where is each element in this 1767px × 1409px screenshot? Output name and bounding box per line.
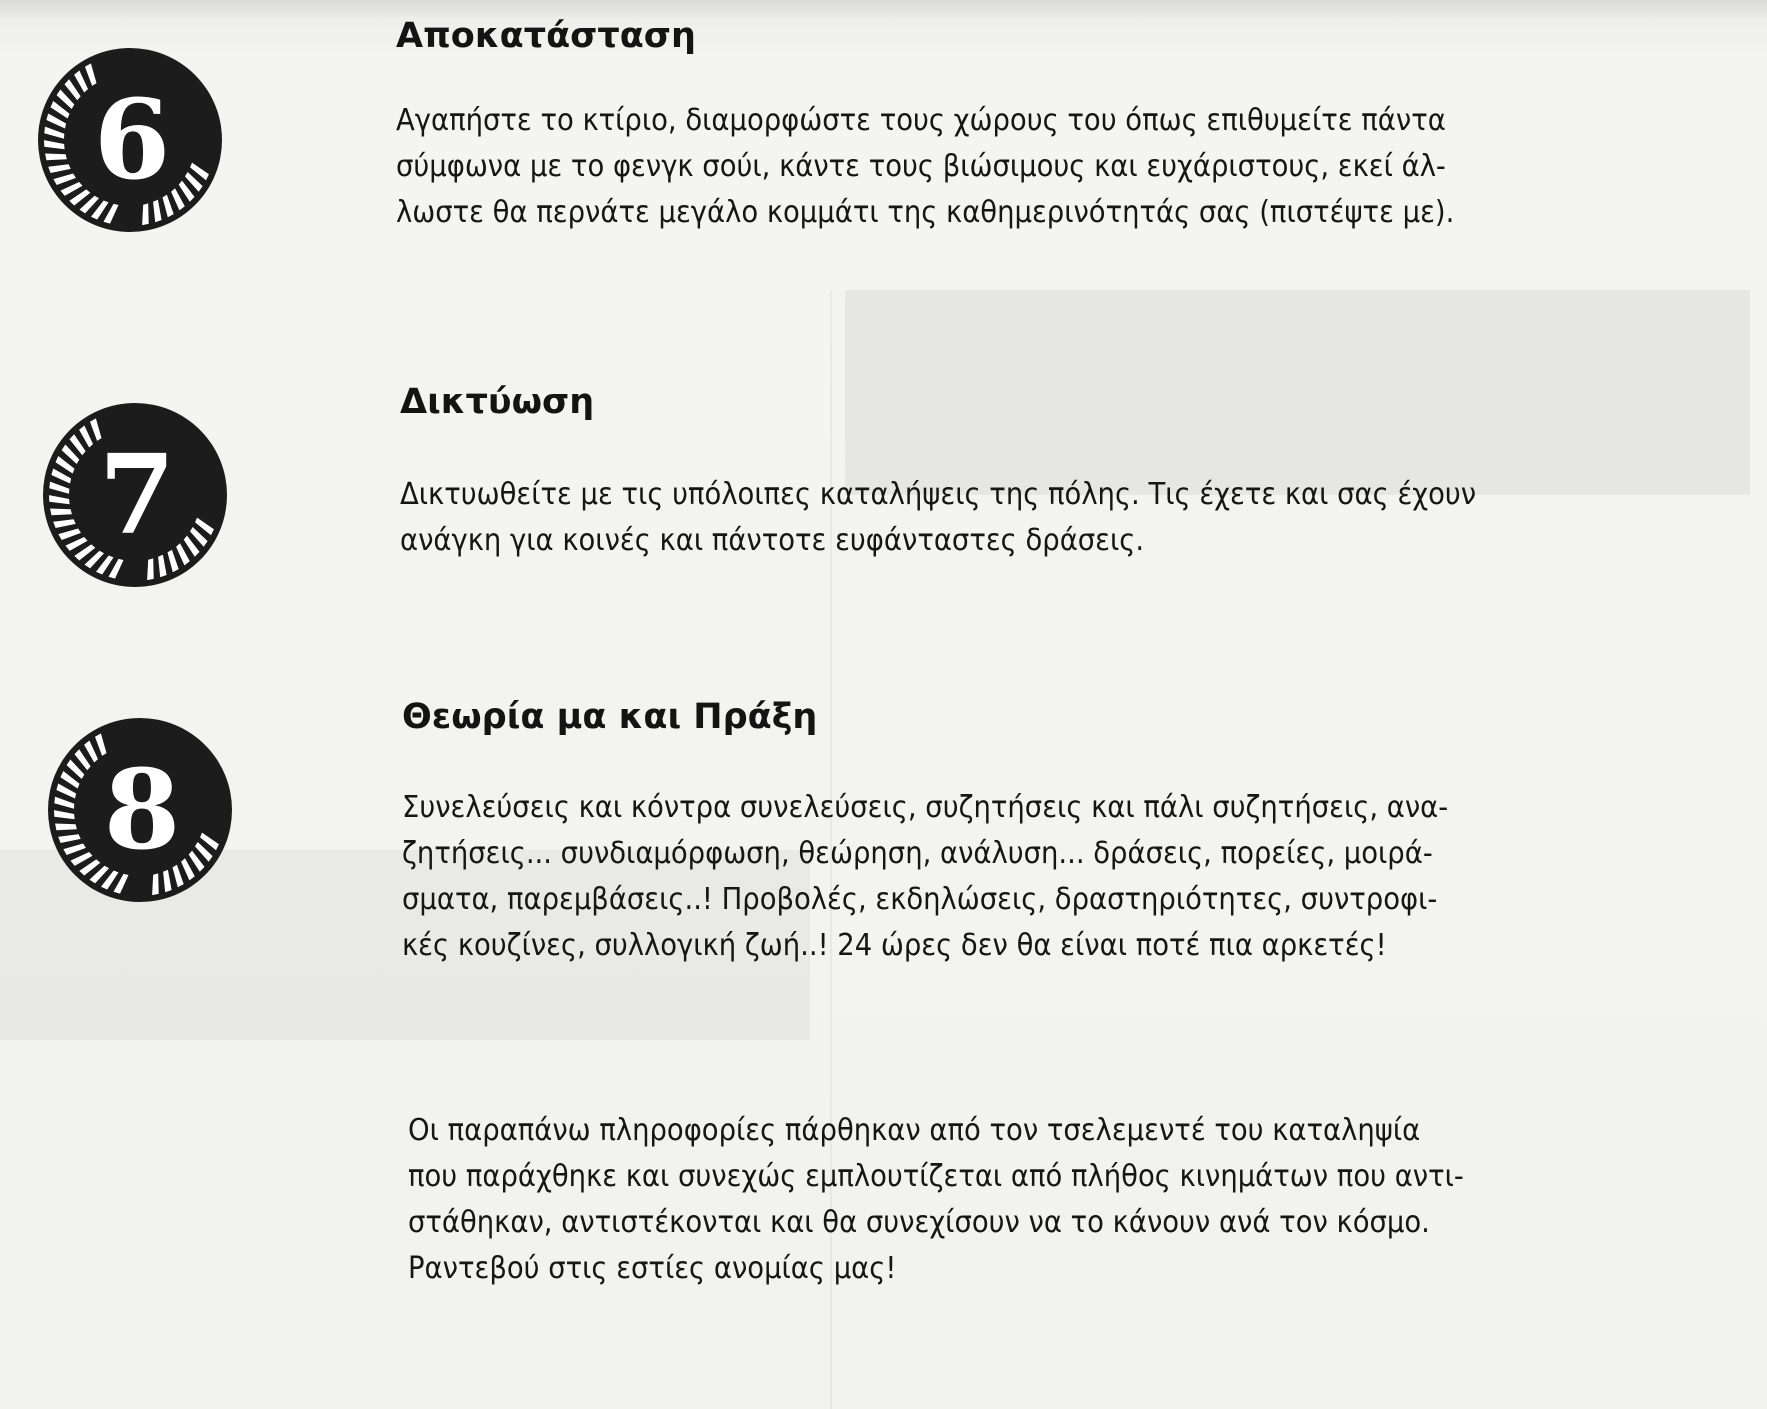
text-line: Δικτυωθείτε με τις υπόλοιπες καταλήψεις της πόλης. Τις έχετε και σας έχουν xyxy=(400,477,1477,512)
badge-number: 7 xyxy=(98,430,176,559)
badge-circle-icon xyxy=(40,710,240,910)
text-line: ανάγκη για κοινές και πάντοτε ευφάνταστες δράσεις. xyxy=(400,523,1145,558)
text-line: Συνελεύσεις και κόντρα συνελεύσεις, συζητήσεις και πάλι συζητήσεις, ανα- xyxy=(402,790,1449,825)
text-line: ζητήσεις... συνδιαμόρφωση, θεώρηση, ανάλυση... δράσεις, πορείες, μοιρά- xyxy=(402,836,1433,871)
badge-number: 6 xyxy=(93,75,171,204)
text-line: Αγαπήστε το κτίριο, διαμορφώστε τους χώρους του όπως επιθυμείτε πάντα xyxy=(396,103,1446,138)
text-line: Οι παραπάνω πληροφορίες πάρθηκαν από τον τσελεμεντέ του καταληψία xyxy=(408,1113,1421,1148)
step-8-text xyxy=(402,785,1448,969)
text-line: σματα, παρεμβάσεις..! Προβολές, εκδηλώσεις, δραστηριότητες, συντροφι- xyxy=(402,882,1438,917)
bleed-through-panel xyxy=(845,290,1750,495)
text-line: κές κουζίνες, συλλογική ζωή..! 24 ώρες δεν θα είναι ποτέ πια αρκετές! xyxy=(402,928,1387,963)
step-6-title: Αποκατάσταση xyxy=(396,16,696,56)
text-line: στάθηκαν, αντιστέκονται και θα συνεχίσουν να το κάνουν ανά τον κόσμο. xyxy=(408,1205,1430,1240)
step-6-number-badge xyxy=(30,40,230,240)
step-8-title: Θεωρία μα και Πράξη xyxy=(402,697,818,737)
text-line: Ραντεβού στις εστίες ανομίας μας! xyxy=(408,1251,897,1286)
step-8-number-badge xyxy=(40,710,240,910)
badge-number: 8 xyxy=(103,745,181,874)
step-7-text xyxy=(400,472,1476,564)
closing-note xyxy=(408,1108,1464,1292)
badge-stripe xyxy=(50,509,72,516)
step-7-title: Δικτύωση xyxy=(400,382,595,422)
badge-stripe xyxy=(55,824,77,831)
text-line: που παράχθηκε και συνεχώς εμπλουτίζεται από πλήθος κινημάτων που αντι- xyxy=(408,1159,1464,1194)
text-line: σύμφωνα με το φενγκ σούι, κάντε τους βιώσιμους και ευχάριστους, εκεί άλ- xyxy=(396,149,1446,184)
badge-circle-icon xyxy=(35,395,235,595)
badge-stripe xyxy=(45,154,67,161)
text-line: λωστε θα περνάτε μεγάλο κομμάτι της καθημερινότητάς σας (πιστέψτε με). xyxy=(396,195,1455,230)
badge-circle-icon xyxy=(30,40,230,240)
step-6-text xyxy=(396,98,1454,236)
step-7-number-badge xyxy=(35,395,235,595)
